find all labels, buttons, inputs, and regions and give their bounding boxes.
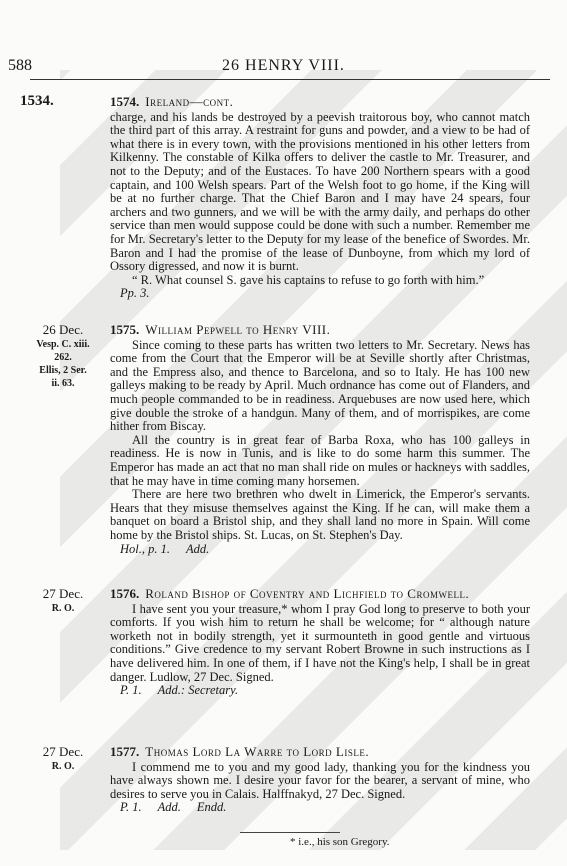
page-number: 588 xyxy=(8,57,32,74)
entry-paragraph: All the country is in great fear of Barba Roxa, who has 100 galleys in readiness. He is now in Tunis, and is like to do some harm this summer. The Emperor has made an act that no man shall ride on mules or hackneys with saddles, that he may have in time coming many horsemen. xyxy=(110,432,530,488)
entry-ref: R. O. xyxy=(51,761,75,772)
entry-1575 xyxy=(110,323,530,556)
entry-paragraph: charge, and his lands be destroyed by a peevish traitorous boy, who cannot match the third part of this array. A restraint for guns and powder, and a view to be had of what there is in every town, with the provisions mentioned in his other letters from Kilkenny. The constable of Kilka offers to deliver the castle to Mr. Treasurer, and not to the Deputy; and of the Eustaces. To have 200 Northern spears with a good captain, and 100 Welsh spears. Part of the Welsh foot to go home, if the King will be at no further charge. That the Chief Baron and I may have 24 spears, four archers and two gunners, and we will be with the army daily, and perhaps do other service than men would suppose could be done with such a number. Remember me for Mr. Secretary's letter to the Deputy for my lease of the benefice of Swordes. Mr. Baron and I had the promise of the lease of Dunboyne, from which my lord of Ossory digressed, and now it is burnt. xyxy=(110,109,530,274)
entry-1577 xyxy=(110,745,530,815)
entry-ref: Ellis, 2 Ser. xyxy=(39,365,87,376)
entry-paragraph: I have sent you your treasure,* whom I pray God long to preserve to both your comforts. If you wish him to return he shall be welcome; for “ although nature worketh not in bodily strength, yet it surmounteth in good gentle and virtuous conditions.” Give credence to my servant Robert Browne in such instructions as I have delivered him. In one of them, if I have not the King's help, I shall be in great danger. Ludlow, 27 Dec. Signed. xyxy=(110,601,530,684)
entry-ref: Vesp. C. xiii. xyxy=(36,339,90,350)
year-marker: 1534. xyxy=(20,93,54,109)
entry-side-1576 xyxy=(22,587,104,615)
entry-side-1575 xyxy=(22,323,104,390)
entry-meta: Hol., p. 1. Add. xyxy=(120,541,210,556)
entry-ref: 262. xyxy=(54,352,72,363)
entry-heading: 1575. William Pepwell to Henry VIII. xyxy=(110,322,331,337)
entry-heading: 1577. Thomas Lord La Warre to Lord Lisle. xyxy=(110,744,370,759)
entry-ref: ii. 63. xyxy=(51,378,75,389)
entry-paragraph: “ R. What counsel S. gave his captains to refuse to go forth with him.” xyxy=(132,272,485,287)
entry-1574 xyxy=(110,95,530,301)
entry-date: 27 Dec. xyxy=(42,744,84,759)
entry-meta: P. 1. Add.: Secretary. xyxy=(120,683,239,698)
header-rule xyxy=(30,79,550,80)
entry-meta: Pp. 3. xyxy=(120,286,150,301)
entry-1576 xyxy=(110,587,530,698)
running-title: 26 HENRY VIII. xyxy=(222,57,345,74)
entry-paragraph: There are here two brethren who dwelt in Limerick, the Emperor's servants. Hears that they misuse themselves against the King. If he can, will make them a banquet on board a Bristol ship, and they shall land no more in Spain. Will come home by the Bristol ships. St. Lucas, on St. Stephen's Day. xyxy=(110,487,530,542)
footnote: * i.e., his son Gregory. xyxy=(290,836,390,848)
entry-heading: 1574. Ireland—cont. xyxy=(110,94,234,109)
entry-meta: P. 1. Add. Endd. xyxy=(120,800,227,815)
entry-heading: 1576. Roland Bishop of Coventry and Lichfield to Cromwell. xyxy=(110,586,470,601)
entry-ref: R. O. xyxy=(51,603,75,614)
entry-side-1577 xyxy=(22,745,104,773)
entry-date: 26 Dec. xyxy=(42,322,84,337)
entry-paragraph: I commend me to you and my good lady, thanking you for the kindness you have always shown me. I desire your favor for the bearer, a servant of mine, who desires to serve you in Calais. Halffnakyd, 27 Dec. Signed. xyxy=(110,759,530,801)
footnote-rule xyxy=(240,832,340,833)
entry-paragraph: Since coming to these parts has written two letters to Mr. Secretary. News has come from the Court that the Emperor will be at Seville shortly after Christmas, and the Empress also, and thence to Barcelona, and so to Italy. He has 100 new galleys making to be ready by April. Much ordnance has come out of Flanders, and much people commanded to be in readiness. Arquebuses are now used here, which give double the stroke of a handgun. Many of them, and of morrispikes, are come hither from Biscay. xyxy=(110,337,530,434)
entry-date: 27 Dec. xyxy=(42,586,84,601)
